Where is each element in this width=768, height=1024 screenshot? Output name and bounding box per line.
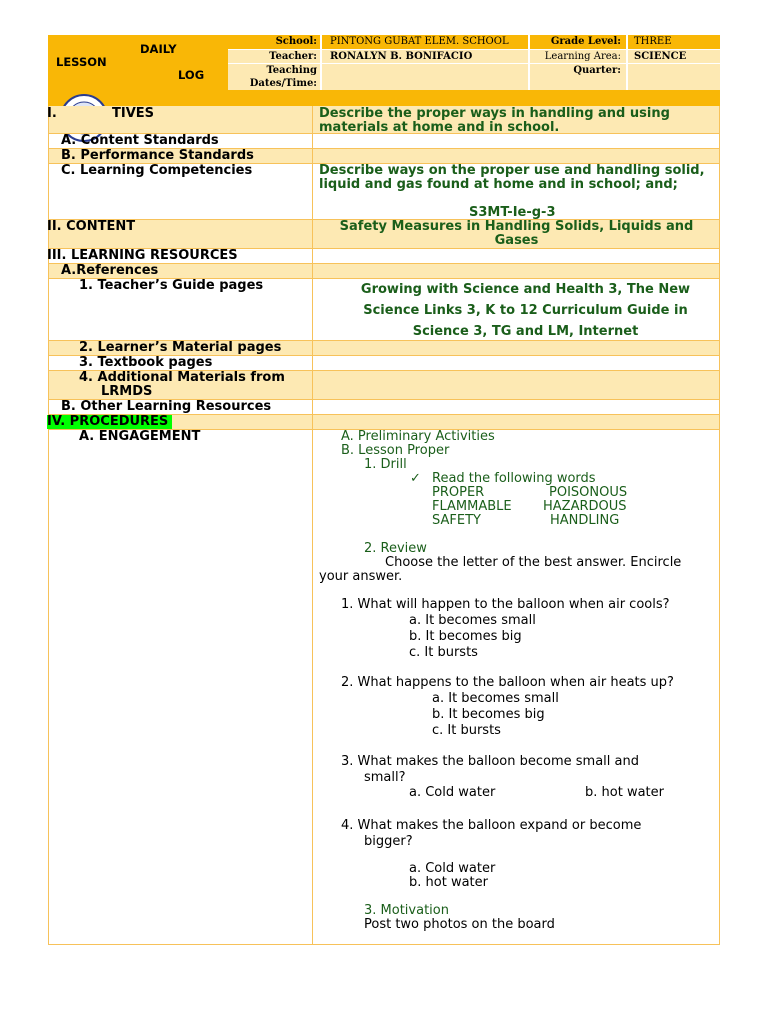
school-label: School: (228, 35, 320, 49)
row-learning-competencies (48, 164, 720, 220)
teacher-label: Teacher: (228, 50, 320, 63)
cell-other-label (48, 400, 313, 414)
question-4-line2: bigger? (364, 834, 413, 849)
q3-choice-b: b. hot water (585, 785, 664, 800)
q1-choice-c: c. It bursts (409, 645, 478, 660)
row-textbook (48, 356, 720, 371)
q3-choice-a: a. Cold water (409, 785, 496, 800)
question-3-line1: 3. What makes the balloon become small and (341, 754, 639, 769)
cell-textbook-label (48, 356, 313, 370)
question-2: 2. What happens to the balloon when air heats up? (341, 675, 674, 690)
row-content-standards (48, 134, 720, 149)
content-text: Safety Measures in Handling Solids, Liquids and Gases (339, 219, 694, 248)
cell-lm-label (48, 341, 313, 355)
learners-material-label: 2. Learner’s Material pages (79, 340, 282, 355)
row-engagement (48, 430, 720, 945)
quarter-label: Quarter: (530, 64, 626, 90)
q1-choice-b: b. It becomes big (409, 629, 522, 644)
cell-tg-label (48, 279, 313, 340)
title-log: LOG (178, 68, 205, 82)
dll-title-block (48, 35, 228, 90)
dates-label (228, 64, 320, 90)
row-procedures (48, 415, 720, 430)
cell-additional-value (313, 371, 720, 399)
drill-instruction: Read the following words (432, 471, 596, 486)
learning-competencies-code: S3MT-Ie-g-3 (469, 205, 556, 220)
q4-choice-b: b. hot water (409, 875, 488, 890)
title-daily: DAILY (140, 42, 177, 56)
cell-procedures-label (48, 415, 313, 429)
learning-resources-label: III. LEARNING RESOURCES (47, 248, 238, 263)
cell-perf-std (48, 149, 313, 163)
review-instruction-1: Choose the letter of the best answer. Encircle (385, 555, 682, 570)
row-additional-materials (48, 371, 720, 400)
row-references (48, 264, 720, 279)
row-learners-material (48, 341, 720, 356)
row-objectives (48, 106, 720, 134)
cell-lm-value (313, 341, 720, 355)
cell-other-value (313, 400, 720, 414)
review-heading: 2. Review (364, 541, 427, 556)
question-3-line2: small? (364, 770, 406, 785)
cell-content-text (313, 220, 720, 248)
question-1: 1. What will happen to the balloon when air cools? (341, 597, 670, 612)
cell-tg-text (313, 279, 720, 340)
quarter-value (628, 64, 720, 90)
cell-resources-label (48, 249, 313, 263)
cell-objectives-label (48, 106, 313, 133)
content-label: II. CONTENT (47, 219, 136, 234)
row-teachers-guide (48, 279, 720, 341)
dates-label-line2: Dates/Time: (249, 78, 317, 89)
cell-textbook-value (313, 356, 720, 370)
content-standards-label: A. Content Standards (61, 133, 219, 148)
dates-label-line1: Teaching (266, 65, 317, 76)
grade-label: Grade Level: (530, 35, 626, 49)
review-instruction-2: your answer. (319, 569, 403, 584)
q2-choice-b: b. It becomes big (432, 707, 545, 722)
cell-learn-comp (48, 164, 313, 219)
drill-word: FLAMMABLE (432, 499, 512, 514)
cell-objectives-text (313, 106, 720, 133)
drill-word: HAZARDOUS (543, 499, 627, 514)
learning-competencies-text: Describe ways on the proper use and handling solid, liquid and gas found at home and in school; and; (319, 163, 705, 192)
area-value: SCIENCE (628, 50, 720, 63)
check-icon: ✓ (410, 471, 421, 486)
teachers-guide-text: Growing with Science and Health 3, The New Science Links 3, K to 12 Curriculum Guide in Science 3, TG and LM, Internet (360, 282, 691, 339)
drill-word: PROPER (432, 485, 485, 500)
objectives-text: Describe the proper ways in handling and using materials at home and in school. (319, 106, 670, 135)
gold-separator (48, 90, 720, 106)
q4-choice-a: a. Cold water (409, 861, 496, 876)
references-label: A.References (61, 263, 159, 278)
teachers-guide-label: 1. Teacher’s Guide pages (79, 278, 264, 293)
other-resources-label: B. Other Learning Resources (61, 399, 272, 414)
procedures-label: IV. PROCEDURES (47, 415, 172, 429)
question-4-line1: 4. What makes the balloon expand or become (341, 818, 642, 833)
title-lesson: LESSON (56, 55, 107, 69)
row-learning-resources (48, 249, 720, 264)
drill-word: POISONOUS (549, 485, 628, 500)
lesson-proper: B. Lesson Proper (341, 443, 450, 458)
dates-value (322, 64, 528, 90)
additional-materials-label-1: 4. Additional Materials from (79, 370, 285, 385)
cell-references-label (48, 264, 313, 278)
motivation-text: Post two photos on the board (364, 917, 555, 932)
cell-content-std-value (313, 134, 720, 148)
row-other-resources (48, 400, 720, 415)
drill-heading: 1. Drill (364, 457, 407, 472)
cell-content-label (48, 220, 313, 248)
cell-engagement-label (48, 430, 313, 944)
area-label: Learning Area: (530, 50, 626, 63)
cell-resources-value (313, 249, 720, 263)
cell-content-std (48, 134, 313, 148)
objectives-num: I. (47, 106, 57, 121)
cell-engagement-content (313, 430, 720, 944)
performance-standards-label: B. Performance Standards (61, 148, 254, 163)
preliminary-activities: A. Preliminary Activities (341, 429, 495, 444)
dll-header (48, 35, 720, 90)
q1-choice-a: a. It becomes small (409, 613, 536, 628)
teacher-value: RONALYN B. BONIFACIO (322, 50, 528, 63)
cell-learn-comp-text (313, 164, 720, 219)
row-content (48, 220, 720, 249)
cell-additional-label (48, 371, 313, 399)
additional-materials-label-2: LRMDS (101, 384, 153, 399)
drill-word: HANDLING (550, 513, 620, 528)
engagement-label: A. ENGAGEMENT (79, 429, 201, 444)
grade-value: THREE (628, 35, 720, 49)
textbook-label: 3. Textbook pages (79, 355, 213, 370)
learning-competencies-label: C. Learning Competencies (61, 163, 253, 178)
q2-choice-a: a. It becomes small (432, 691, 559, 706)
row-performance-standards (48, 149, 720, 164)
drill-word: SAFETY (432, 513, 481, 528)
objectives-label: TIVES (112, 106, 155, 121)
q2-choice-c: c. It bursts (432, 723, 501, 738)
cell-perf-std-value (313, 149, 720, 163)
school-value: PINTONG GUBAT ELEM. SCHOOL (322, 35, 528, 49)
cell-procedures-value (313, 415, 720, 429)
motivation-heading: 3. Motivation (364, 903, 449, 918)
cell-references-value (313, 264, 720, 278)
